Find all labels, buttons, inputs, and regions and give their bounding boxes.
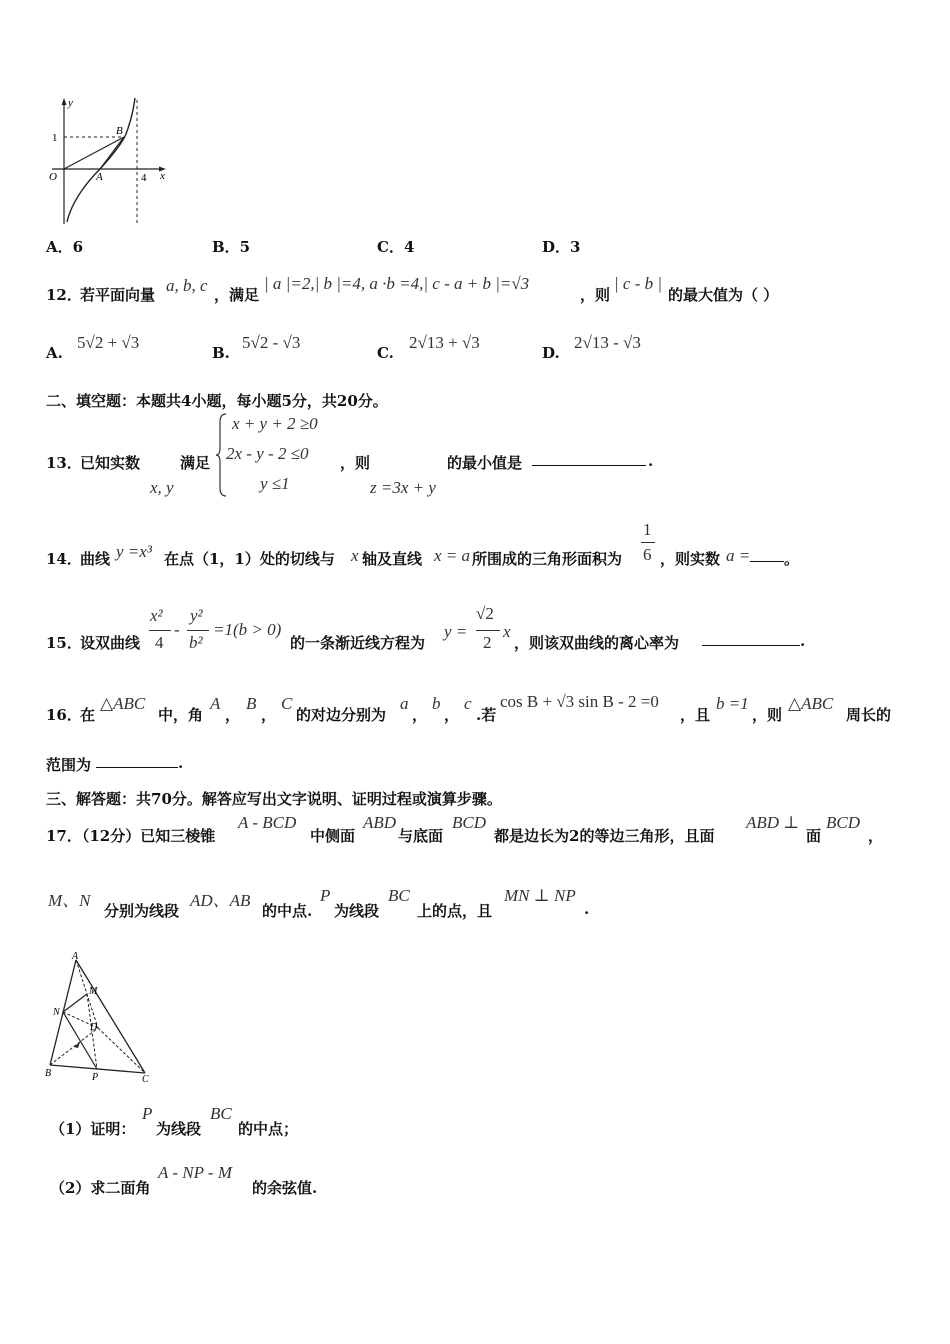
q14-fraction-numerator: 1	[643, 520, 652, 539]
q12-option-a-label: A.	[46, 344, 63, 362]
q16-side-c: c	[464, 694, 472, 713]
q17-part1-bc: BC	[210, 1104, 232, 1123]
section-fill-in-heading: 二、填空题：本题共4小题，每小题5分，共20分。	[46, 392, 388, 410]
q16-text-4: .若	[476, 706, 497, 724]
q16-sep-3: ，	[412, 706, 428, 724]
q11-option-c: C．4	[377, 238, 415, 256]
q15-frac1-bar	[149, 630, 171, 631]
q17-text-9: 上的点，且	[417, 902, 493, 920]
q17-text-8: 为线段	[334, 902, 380, 920]
q17-face-abd-perp: ABD ⊥	[746, 813, 800, 832]
q15-end: .	[800, 632, 806, 650]
q16-b-equals-1: b =1	[716, 694, 749, 713]
q17-text-3: 都是边长为2的等边三角形，且面	[494, 827, 715, 845]
q16-triangle-2: △ABC	[788, 694, 834, 713]
q16-sep-4: ，	[444, 706, 460, 724]
q12-text-4: 的最大值为（ ）	[668, 286, 779, 304]
q17-text-1: 中侧面	[310, 827, 356, 845]
q14-text-1: 曲线	[80, 550, 111, 568]
fig1-label-four: 4	[141, 172, 147, 184]
q11-option-a: A．6	[46, 238, 84, 256]
q13-text-1: 已知实数	[80, 454, 141, 472]
q16-text-1: 在	[80, 706, 96, 724]
q14-line: x = a	[434, 546, 471, 565]
pyramid-label-p: P	[92, 1072, 99, 1083]
q17-points-mn: M、N	[48, 891, 91, 910]
q16-equation: cos B + √3 sin B - 2 =0	[500, 692, 659, 711]
fig1-label-o: O	[49, 171, 57, 183]
q13-end: .	[648, 452, 654, 470]
q16-text-5: ，且	[680, 706, 711, 724]
q12-expression: | c - b |	[614, 274, 663, 293]
q11-option-b: B．5	[212, 238, 251, 256]
fig1-label-y: y	[68, 97, 73, 109]
q17-part1-text: 为线段	[156, 1120, 202, 1138]
q14-number: 14．	[46, 550, 82, 568]
q15-text-1: 设双曲线	[80, 634, 141, 652]
q14-end: 。	[784, 550, 800, 568]
q12-option-d-label: D.	[542, 344, 560, 362]
q14-fraction-denominator: 6	[643, 545, 652, 564]
q16-sep-2: ，	[261, 706, 277, 724]
q13-vars: x, y	[150, 478, 174, 497]
q16-angle-c: C	[281, 694, 293, 713]
q15-answer-blank[interactable]	[702, 645, 800, 646]
pyramid-label-d: D	[90, 1022, 98, 1033]
q17-part1-p: P	[142, 1104, 153, 1123]
q12-option-a: 5√2 + √3	[77, 333, 140, 352]
q17-pyramid: A - BCD	[238, 813, 297, 832]
q15-frac3-bar	[476, 630, 500, 631]
q16-side-a: a	[400, 694, 409, 713]
fig1-label-x: x	[160, 170, 165, 182]
q15-x2: x²	[150, 606, 163, 625]
q15-two: 2	[483, 633, 492, 652]
q13-text-3: ，则	[340, 454, 371, 472]
q14-fraction-bar	[641, 542, 655, 543]
q16-text-6: ，则	[752, 706, 783, 724]
q16-text-7: 周长的	[846, 706, 892, 724]
pyramid-label-b: B	[45, 1068, 52, 1079]
q17-text-5: ，	[868, 827, 884, 845]
q16-side-b: b	[432, 694, 441, 713]
q16-text-8: 范围为	[46, 756, 92, 774]
q12-number: 12．	[46, 286, 82, 304]
q17-part1-end: 的中点；	[238, 1120, 299, 1138]
q16-text-3: 的对边分别为	[296, 706, 387, 724]
q15-y2: y²	[190, 606, 203, 625]
q13-objective: z =3x + y	[370, 478, 436, 497]
q14-text-3: 轴及直线	[362, 550, 423, 568]
q17-perpendicular: MN ⊥ NP	[504, 886, 576, 905]
q17-text-6: 分别为线段	[104, 902, 180, 920]
q12-option-b-label: B.	[212, 344, 230, 362]
q15-number: 15．	[46, 634, 82, 652]
q17-part2-angle: A - NP - M	[158, 1163, 232, 1182]
q16-sep-1: ，	[225, 706, 241, 724]
q13-text-4: 的最小值是	[447, 454, 523, 472]
q15-four: 4	[155, 633, 164, 652]
q15-xvar: x	[503, 622, 511, 641]
q17-point-p: P	[320, 886, 331, 905]
q15-frac2-bar	[187, 630, 209, 631]
q12-option-b: 5√2 - √3	[242, 333, 301, 352]
q17-text-2: 与底面	[398, 827, 444, 845]
q17-segments-adab: AD、AB	[190, 891, 251, 910]
q13-number: 13．	[46, 454, 82, 472]
q13-text-2: 满足	[180, 454, 211, 472]
q17-part1-label: （1）证明：	[50, 1120, 136, 1138]
q12-option-c: 2√13 + √3	[409, 333, 480, 352]
q14-a: a =	[726, 546, 751, 565]
q12-condition: | a |=2,| b |=4, a ·b =4,| c - a + b |=√3	[264, 274, 530, 293]
q17-face-bcd: BCD	[452, 813, 486, 832]
q13-constraint-1: x + y + 2 ≥0	[232, 414, 318, 433]
q17-text-4: 面	[806, 827, 822, 845]
fig1-label-a: A	[96, 171, 103, 183]
q16-answer-blank[interactable]	[96, 767, 178, 768]
q15-text-2: 的一条渐近线方程为	[290, 634, 426, 652]
q15-text-3: ，则该双曲线的离心率为	[514, 634, 680, 652]
q17-part2-end: 的余弦值.	[252, 1179, 318, 1197]
q17-face-abd: ABD	[363, 813, 397, 832]
q16-angle-b: B	[246, 694, 257, 713]
q15-asymptote-lhs: y =	[444, 622, 468, 641]
q12-text-2: ，满足	[214, 286, 260, 304]
pyramid-label-n: N	[53, 1007, 60, 1018]
q17-number: 17．（12分）已知三棱锥	[46, 827, 216, 845]
fig1-label-one: 1	[52, 132, 58, 144]
pyramid-label-c: C	[142, 1074, 149, 1085]
function-graph-figure	[44, 92, 174, 232]
q12-text-3: ，则	[580, 286, 611, 304]
q17-text-10: .	[584, 900, 590, 918]
q17-face-bcd-2: BCD	[826, 813, 860, 832]
q11-option-d: D．3	[542, 238, 581, 256]
q16-text-2: 中，角	[158, 706, 204, 724]
q14-answer-blank[interactable]	[750, 561, 784, 562]
q15-sqrt2: √2	[476, 604, 494, 623]
fig1-label-b: B	[116, 125, 123, 137]
q14-text-2: 在点（1，1）处的切线与	[164, 550, 335, 568]
q15-minus: -	[174, 620, 180, 639]
q12-option-c-label: C.	[377, 344, 394, 362]
q16-number: 16．	[46, 706, 82, 724]
q17-text-7: 的中点.	[262, 902, 313, 920]
q15-b2: b²	[189, 633, 203, 652]
q12-vectors: a, b, c	[166, 276, 208, 295]
q15-equation-rhs: =1(b > 0)	[213, 620, 282, 639]
q16-end: .	[178, 754, 184, 772]
q13-constraint-2: 2x - y - 2 ≤0	[226, 444, 309, 463]
q12-text-1: 若平面向量	[80, 286, 156, 304]
pyramid-label-a: A	[72, 951, 79, 962]
section-answer-heading: 三、解答题：共70分。解答应写出文字说明、证明过程或演算步骤。	[46, 790, 502, 808]
q14-text-5: ，则实数	[660, 550, 721, 568]
q17-segment-bc: BC	[388, 886, 410, 905]
pyramid-figure	[40, 950, 160, 1085]
q14-x: x	[351, 546, 359, 565]
q16-angle-a: A	[210, 694, 221, 713]
q17-part2-label: （2）求二面角	[50, 1179, 151, 1197]
q13-answer-blank[interactable]	[532, 465, 646, 466]
q14-text-4: 所围成的三角形面积为	[472, 550, 623, 568]
pyramid-label-m: M	[89, 986, 98, 997]
q13-constraint-3: y ≤1	[260, 474, 290, 493]
q16-triangle: △ABC	[100, 694, 146, 713]
q14-curve: y =x³	[116, 542, 152, 561]
q12-option-d: 2√13 - √3	[574, 333, 641, 352]
